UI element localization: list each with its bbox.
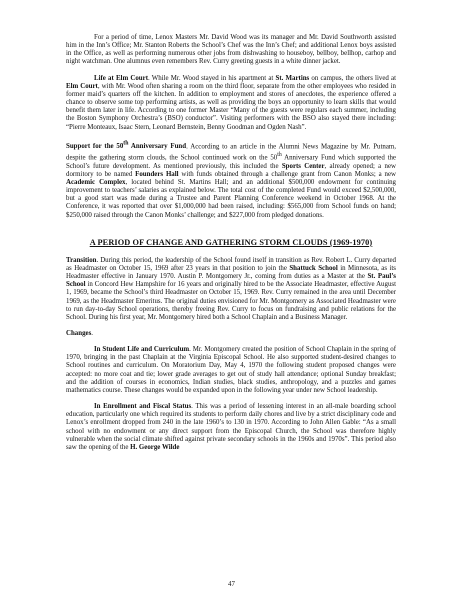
- paragraph-lead-heading: Life at Elm Court: [94, 74, 148, 82]
- paragraph-lead-heading: Support for the 50th Anniversary Fund: [66, 140, 187, 151]
- paragraph-life-at-elm-court: Life at Elm Court. While Mr. Wood stayed in his apartment at St. Martins on campus, the others lived at Elm Court, with Mr. Wood often sharing a room on the third floor, separate from the other employees who resided in former maid’s quarters off the kitchen. In addition to employment and stores of anecdotes, the experience offered a chance to observe some top performing artists, as well as providing the boys an opportunity to learn skills that would benefit them later in life. According to one former Master “Many of the guests were regulars each summer, including the Boston Symphony Orchestra’s (BSO) conductor”. Visiting performers with the BSO also stayed there including: “Pierre Monteaux, Isaac Stern, Leonard Bernstein, Benny Goodman and Ogden Nash”.: [66, 74, 396, 131]
- paragraph-transition: Transition. During this period, the leadership of the School found itself in transition as Rev. Robert L. Curry departed as Headmaster on October 15, 1969 after 23 years in that position to join the Shattuck School in Minnesota, as its Headmaster effective in January 1970. Austin P. Montgomery Jr., coming from duties as a Master at the St. Paul’s School in Concord Hew Hampshire for 16 years and originally hired to be the Associate Headmaster, effective August 1, 1969, became the School’s third Headmaster on October 15, 1969. Rev. Curry remained in the area until December 1969, as the Headmaster Emeritus. The original duties envisioned for Mr. Montgomery as Associated Headmaster were to run day-to-day School operations, thereby freeing Rev. Curry to focus on fundraising and public relations for the School. During his first year, Mr. Montgomery hired both a School Chaplain and a Business Manager.: [66, 256, 396, 321]
- paragraph-inn-staff: For a period of time, Lenox Masters Mr. David Wood was its manager and Mr. David Southworth assisted him in the Inn’s Office; Mr. Stanton Roberts the School’s Chef was the Inn’s Chef; and additional Lenox boys assisted in the Office, as well as performing numerous other jobs from dishwashing to houseboy, bellboy, bellhop, carhop and night watchman. One alumnus even remembers Rev. Curry greeting guests in a white dinner jacket.: [66, 34, 396, 66]
- page-number: 47: [228, 581, 235, 588]
- paragraph-anniversary-fund: Support for the 50th Anniversary Fund. According to an article in the Alumni News Magazine by Mr. Putnam, despite the gathering storm clouds, the School continued work on the 50th Anniversary Fund which supported the School’s future development. As mentioned previously, this included the Sports Center, already opened; a new dormitory to be named Founders Hall with funds obtained through a challenge grant from Canon Monks; a new Academic Complex, located behind St. Martins Hall; and an additional $500,000 endowment for continuing improvement to teachers’ salaries as explained below. The total cost of the completed Fund would exceed $2,500,000, but a good start was made during a Trustee and Parent Planning Conference weekend in October 1968. At the Conference, it was reported that over $1,000,000 had been raised, including: $565,000 from School funds on hand; $250,000 raised through the Canon Monks’ challenge; and $227,000 from pledged donations.: [66, 140, 397, 219]
- paragraph-student-life: In Student Life and Curriculum. Mr. Montgomery created the position of School Chaplain in the spring of 1970, bringing in the past Chaplain at the Virginia Episcopal School. He also supported student-desired changes to School routines and curriculum. On Moratorium Day, May 4, 1970 the following student proposed changes were accepted: no more coat and tie; lower grade averages to get out of study hall attendance; optional Sunday breakfast; and the addition of courses in economics, Indian studies, black studies, anthropology, and a puzzles and games mathematics course. These changes would be expanded upon in the following year under new School leadership.: [66, 346, 396, 394]
- document-page: [66, 34, 396, 460]
- paragraph-enrollment: In Enrollment and Fiscal Status. This was a period of lessening interest in an all-male boarding school education, particularly one which required its students to perform daily chores and live by a strict disciplinary code and Lenox’s enrollment dropped from 240 in the late 1960’s to 130 in 1970. According to John Allen Gable: “As a small school with no endowment or any direct support from the Episcopal Church, the School was therefore highly vulnerable when the social climate shifted against private secondary schools in the 1960s and 1970s”. This period also saw the opening of the H. George Wilde: [66, 403, 396, 451]
- paragraph-lead-heading: Changes: [66, 329, 92, 337]
- paragraph-changes-heading: Changes.: [66, 329, 94, 337]
- paragraph-lead-heading: In Student Life and Curriculum: [94, 346, 190, 354]
- paragraph-lead-heading: In Enrollment and Fiscal Status: [94, 403, 192, 411]
- section-title: A PERIOD OF CHANGE AND GATHERING STORM CLOUDS (1969-1970): [89, 237, 373, 247]
- paragraph-lead-heading: Transition: [66, 256, 97, 264]
